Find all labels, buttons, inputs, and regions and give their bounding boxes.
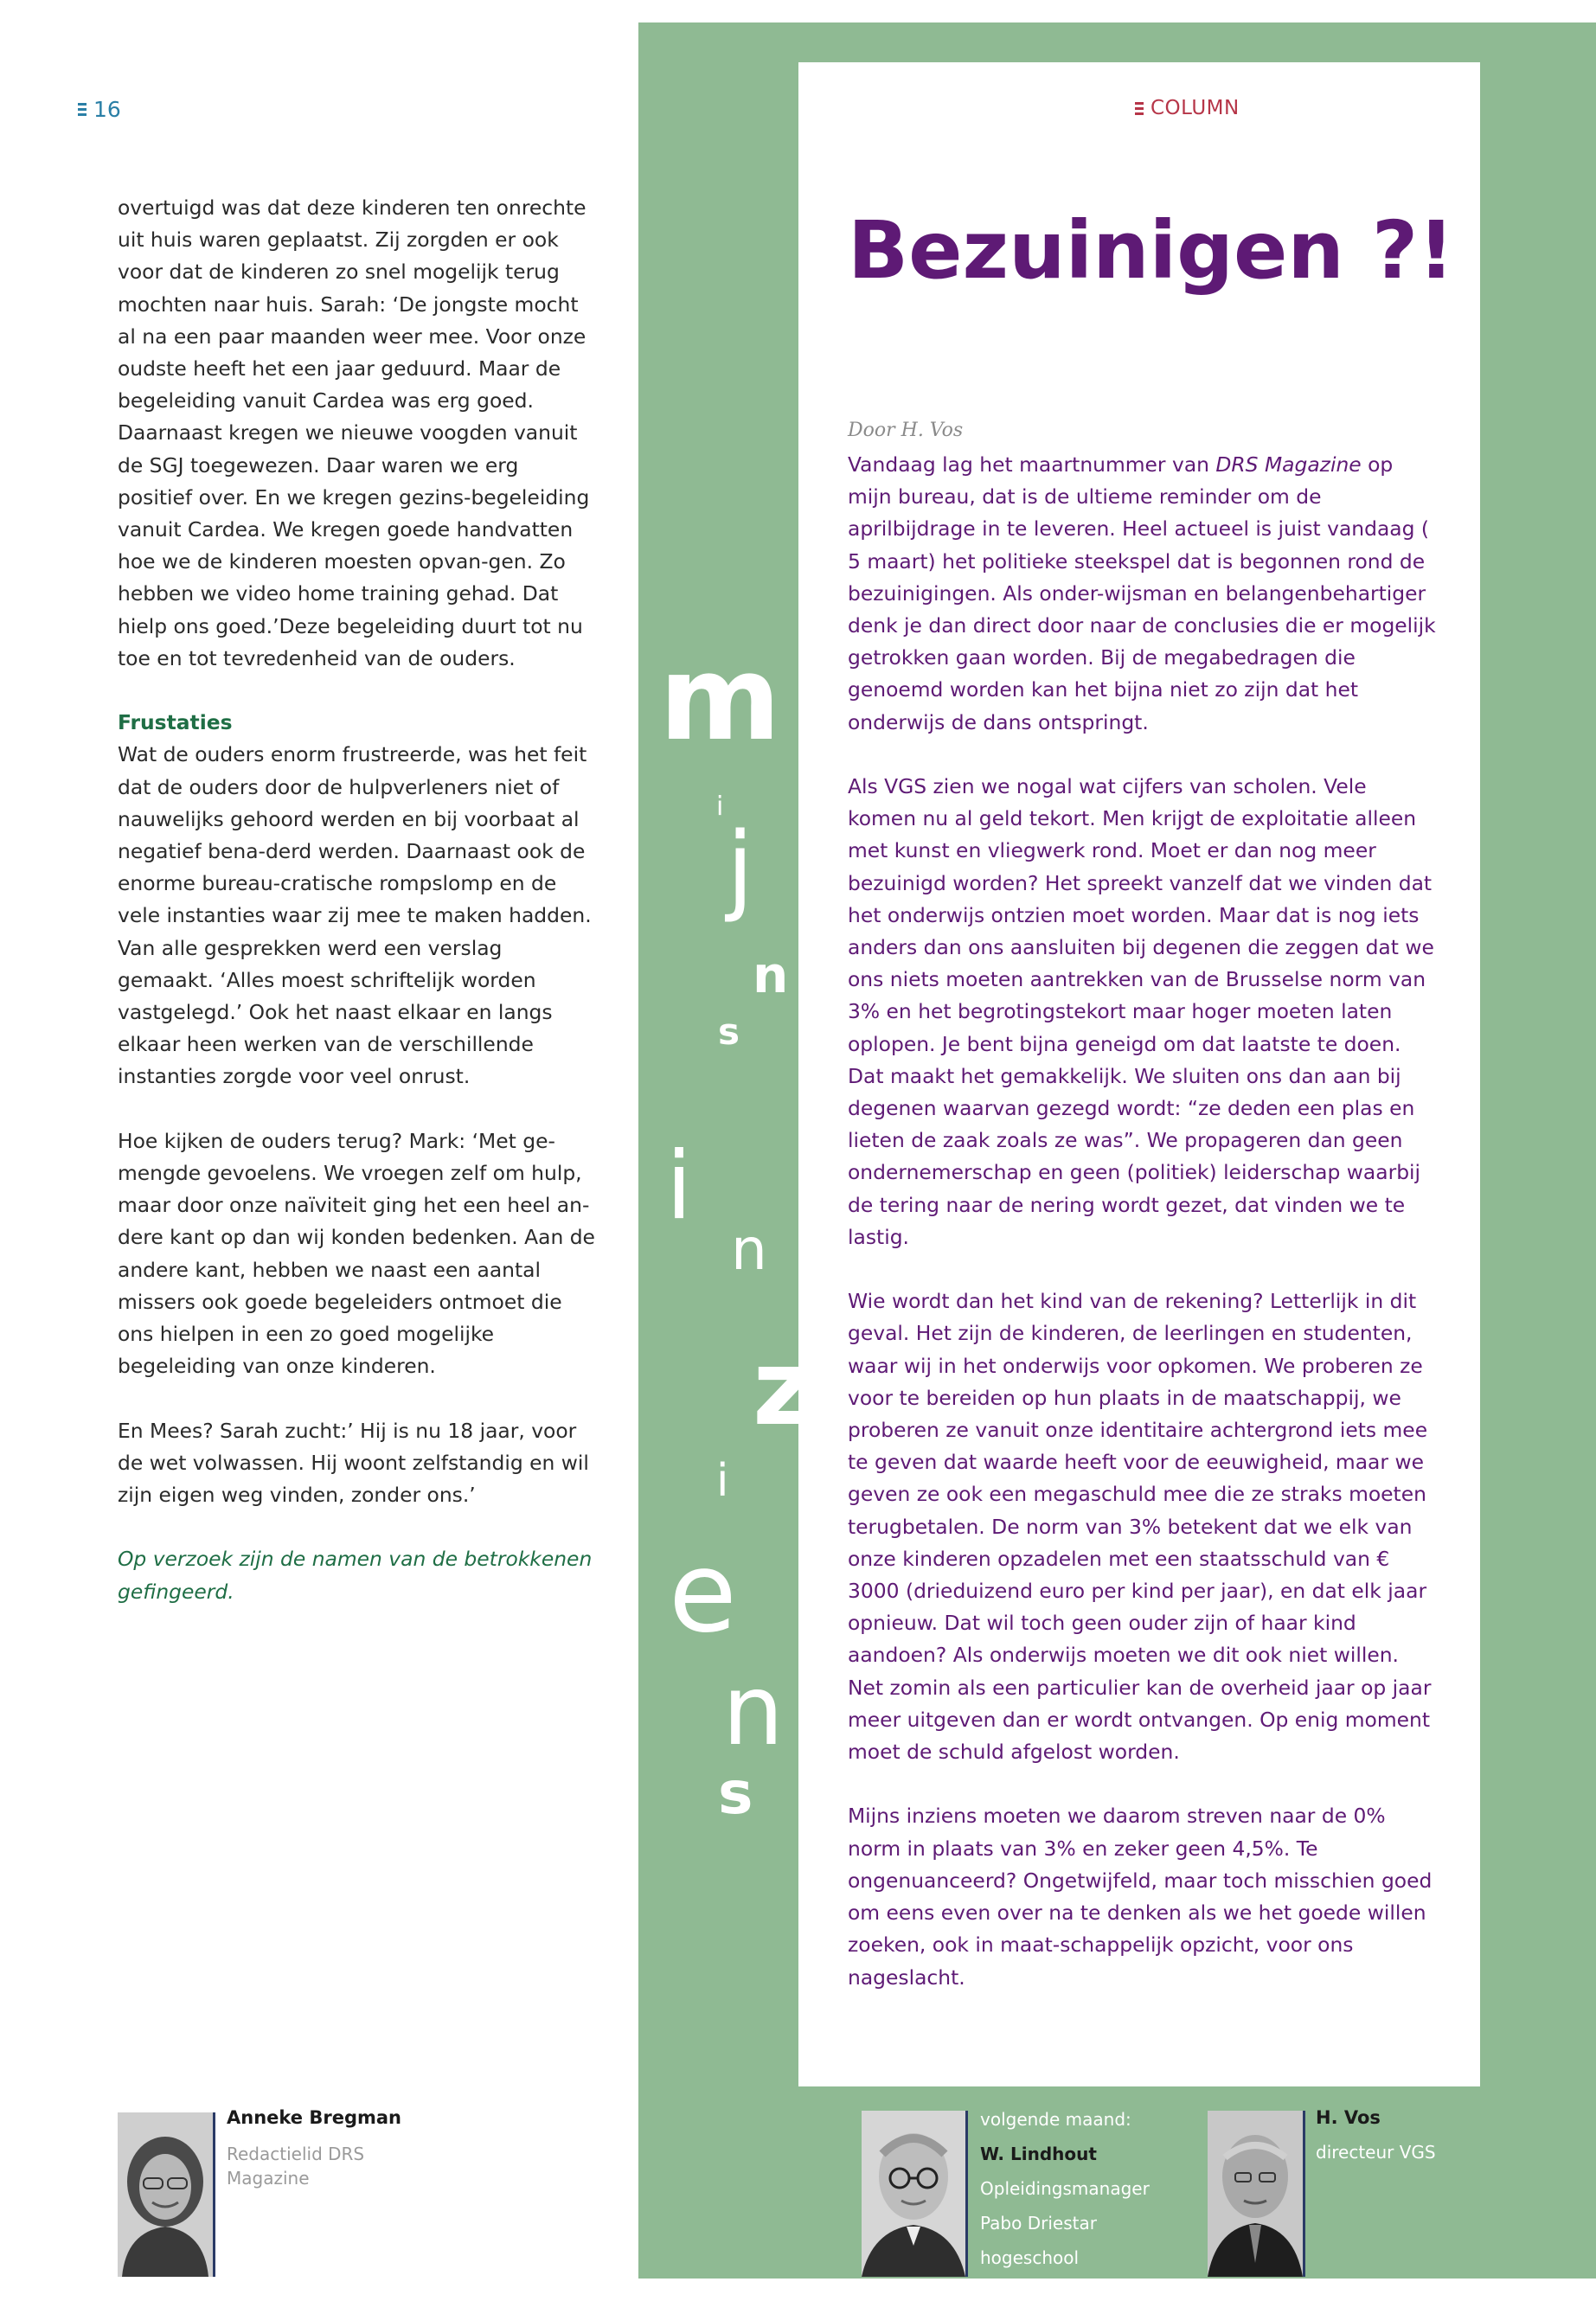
next-author-info bbox=[980, 2102, 1150, 2275]
columnist-role: directeur VGS bbox=[1316, 2142, 1436, 2163]
bars-icon bbox=[1135, 102, 1144, 115]
paragraph: Als VGS zien we nogal wat cijfers van scholen. Vele komen nu al geld tekort. Men krijgt de exploitatie alleen met kunst en vliegwerk rond. Moet er dan nog meer bezuinigd worden? Het spreekt vanzelf dat we vinden dat het onderwijs ontzien moet worden. Maar dat is nog iets anders dan ons aansluiten bij degenen die zeggen dat we ons niets moeten aantrekken van de Brusselse norm van 3% en het begrotingstekort maar hoger moeten laten oplopen. Je bent bijna geneigd om dat laatste te doen. Dat maakt het gemakkelijk. We sluiten ons dan aan bij degenen waarvan gezegd wordt: “ze deden een plas en lieten de zaak zoals ze was”. We propageren dan geen ondernemerschap en geen (politiek) leiderschap waarbij de tering naar de nering wordt gezet, dat vinden we te lastig. bbox=[848, 774, 1434, 1249]
paragraph: Hoe kijken de ouders terug? Mark: ‘Met ge-mengde gevoelens. We vroegen zelf om hulp, maar door onze naïviteit ging het een heel an-dere kant op dan wij konden bedenken. Aan de andere kant, hebben we naast een aantal missers ook goede begeleiders ontmoet die ons hielpen in een zo goed mogelijke begeleiding van onze kinderen. bbox=[118, 1128, 595, 1379]
magazine-name: DRS Magazine bbox=[1215, 452, 1362, 477]
byline: Door H. Vos bbox=[848, 420, 964, 441]
vertical-title-letter: s bbox=[718, 1010, 740, 1053]
section-heading: Frustaties bbox=[118, 710, 233, 735]
author-role: Magazine bbox=[227, 2168, 310, 2189]
section-label bbox=[1135, 97, 1240, 119]
left-article bbox=[118, 192, 595, 1640]
next-author-role: hogeschool bbox=[980, 2247, 1080, 2268]
paragraph bbox=[848, 449, 1436, 739]
vertical-title-letter: i bbox=[666, 1132, 693, 1240]
next-author-photo bbox=[862, 2111, 968, 2277]
vertical-title-letter: n bbox=[722, 1655, 784, 1767]
page-number-text: 16 bbox=[93, 97, 121, 122]
vertical-title-letter: z bbox=[753, 1329, 813, 1449]
paragraph-part: Vandaag lag het maartnummer van bbox=[848, 452, 1216, 477]
vertical-title-letter: n bbox=[731, 1216, 767, 1283]
vertical-title-letter: n bbox=[753, 945, 789, 1004]
vertical-title-letter: i bbox=[716, 792, 724, 822]
vertical-title-letter: i bbox=[716, 1455, 729, 1507]
next-author-name: W. Lindhout bbox=[980, 2144, 1097, 2164]
paragraph: Wie wordt dan het kind van de rekening? Letterlijk in dit geval. Het zijn de kinderen, de leerlingen en studenten, waar wij in het onderwijs voor opkomen. We proberen ze voor te bereiden op hun plaats in de maatschappij, we proberen ze vanuit onze identitaire achtergrond iets mee te geven dat waarde heeft voor de eeuwigheid, maar we geven ze ook een megaschuld mee die ze straks moeten terugbetalen. De norm van 3% betekent dat we elk van onze kinderen opzadelen met een staatsschuld van € 3000 (drieduizend euro per kind per jaar), en dat elk jaar opnieuw. Dat wil toch geen ouder zijn of haar kind aandoen? Als onderwijs moeten we dit ook niet willen. Net zomin als een particulier kan de overheid jaar op jaar meer uitgeven dan er wordt ontvangen. Op enig moment moet de schuld afgelost worden. bbox=[848, 1289, 1432, 1765]
section-label-text: COLUMN bbox=[1151, 97, 1240, 119]
author-name: Anneke Bregman bbox=[227, 2107, 401, 2128]
vertical-title-letter: m bbox=[659, 631, 781, 766]
columnist-name: H. Vos bbox=[1316, 2107, 1381, 2128]
page-number bbox=[78, 97, 121, 122]
author-photo bbox=[118, 2112, 215, 2277]
names-note: Op verzoek zijn de namen van de betrokkenen gefingeerd. bbox=[118, 1547, 593, 1604]
next-author-role: Pabo Driestar bbox=[980, 2213, 1097, 2234]
next-month-label: volgende maand: bbox=[980, 2109, 1131, 2130]
columnist-photo bbox=[1208, 2111, 1305, 2277]
paragraph: Wat de ouders enorm frustreerde, was het feit dat de ouders door de hulpverleners niet of nauwelijks gehoord werden en bij voorbaat al negatief bena-derd werden. Daarnaast ook de enorme bureau-cratische rompslomp en de vele instanties waar zij mee te maken hadden. Van alle gesprekken werd een verslag gemaakt. ‘Alles moest schriftelijk worden vastgelegd.’ Ook het naast elkaar en langs elkaar heen werken van de verschillende instanties zorgde voor veel onrust. bbox=[118, 742, 592, 1089]
paragraph-part: op mijn bureau, dat is de ultieme reminder om de aprilbijdrage in te leveren. Heel actueel is juist vandaag ( 5 maart) het politieke steekspel dat is begonnen rond de bezuinigingen. Als onder-wijsman en belangenbehartiger denk je dan direct door naar de conclusies die er mogelijk getrokken gaan worden. Bij de megabedragen die genoemd worden kan het bijna niet zo zijn dat het onderwijs de dans ontspringt. bbox=[848, 452, 1436, 734]
column-title: Bezuinigen ?! bbox=[848, 204, 1455, 297]
column-body bbox=[848, 449, 1436, 2026]
paragraph: overtuigd was dat deze kinderen ten onrechte uit huis waren geplaatst. Zij zorgden er ook voor dat de kinderen zo snel mogelijk terug mochten naar huis. Sarah: ‘De jongste mocht al na een paar maanden weer mee. Voor onze oudste heeft het een jaar geduurd. Maar de begeleiding vanuit Cardea was erg goed. Daarnaast kregen we nieuwe voogden vanuit de SGJ toegewezen. Daar waren we erg positief over. En we kregen gezins-begeleiding vanuit Cardea. We kregen goede handvatten hoe we de kinderen moesten opvan-gen. Zo hebben we video home training gehad. Dat hielp ons goed.’Deze begeleiding duurt tot nu toe en tot tevredenheid van de ouders. bbox=[118, 195, 590, 670]
next-author-role: Opleidingsmanager bbox=[980, 2178, 1150, 2199]
vertical-title-letter: e bbox=[669, 1529, 737, 1657]
paragraph: Mijns inziens moeten we daarom streven naar de 0% norm in plaats van 3% en zeker geen 4,5%. Te ongenuanceerd? Ongetwijfeld, maar toch misschien goed om eens even over na te denken als we het goede willen zoeken, ook in maat-schappelijk opzicht, voor ons nageslacht. bbox=[848, 1804, 1433, 1990]
paragraph: En Mees? Sarah zucht:’ Hij is nu 18 jaar, voor de wet volwassen. Hij woont zelfstandig en wil zijn eigen weg vinden, zonder ons.’ bbox=[118, 1418, 589, 1508]
vertical-title-letter: j bbox=[727, 812, 754, 925]
vertical-title-letter: s bbox=[718, 1759, 753, 1828]
author-role: Redactielid DRS bbox=[227, 2144, 365, 2164]
bars-icon bbox=[78, 103, 87, 116]
